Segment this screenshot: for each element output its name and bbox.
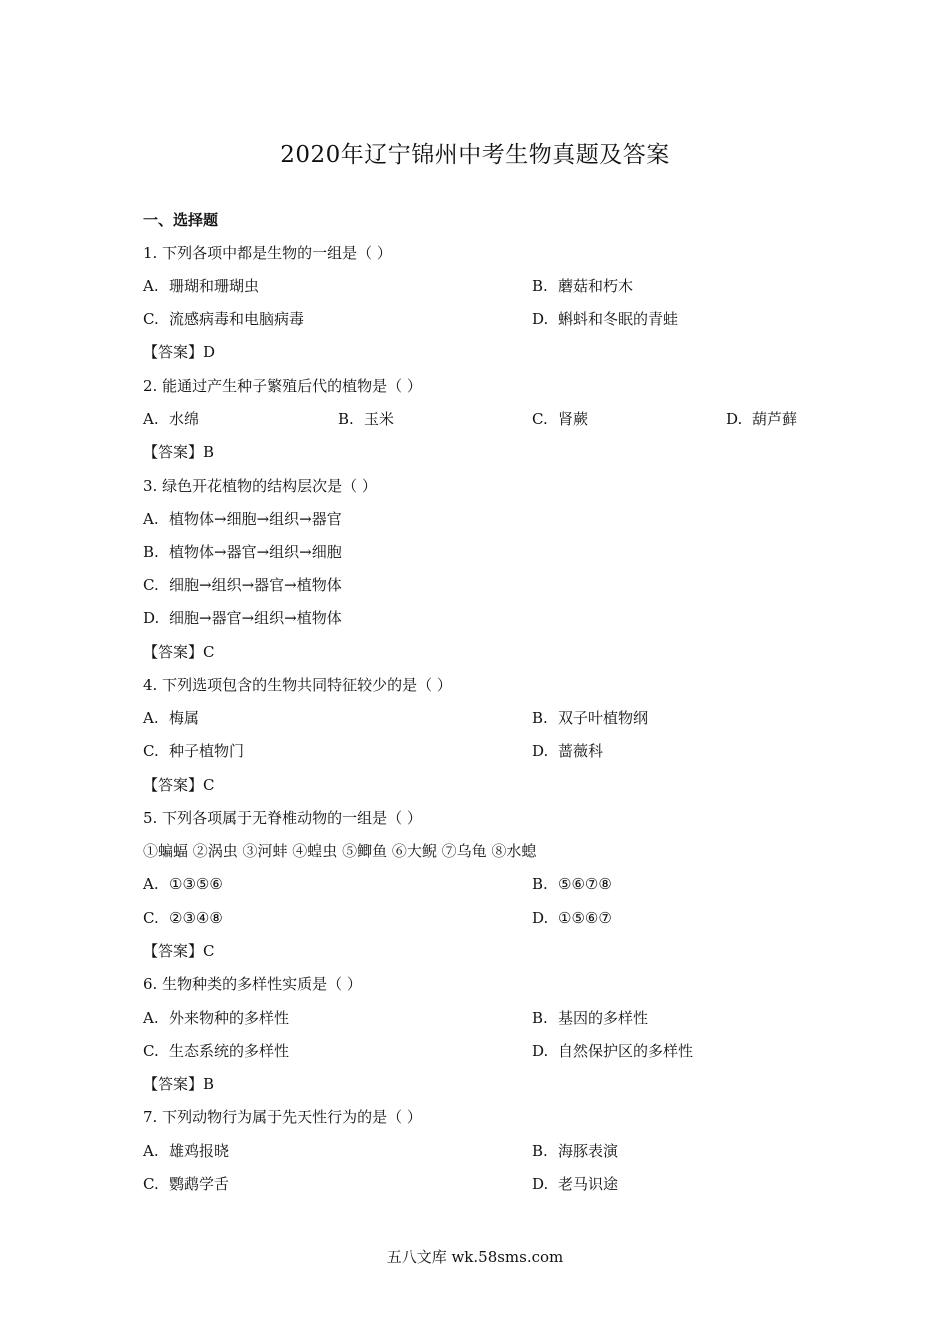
option-text: 珊瑚和珊瑚虫 (169, 277, 260, 295)
question-3-option-d (143, 608, 342, 628)
option-text: 双子叶植物纲 (558, 709, 649, 727)
option-letter: A. (143, 410, 159, 428)
question-6-option-d (532, 1041, 693, 1061)
question-3-option-a (143, 509, 342, 529)
option-text: 玉米 (364, 410, 395, 428)
option-text: ②③④⑧ (169, 909, 223, 927)
option-text: 海豚表演 (558, 1142, 619, 1160)
option-letter: A. (143, 875, 159, 893)
option-text: ①③⑤⑥ (169, 875, 223, 893)
option-letter: B. (532, 709, 548, 727)
option-text: ⑤⑥⑦⑧ (558, 875, 612, 893)
question-1-option-d (532, 309, 678, 329)
option-letter: A. (143, 1009, 159, 1027)
option-letter: A. (143, 277, 159, 295)
option-text: 葫芦藓 (752, 410, 798, 428)
option-letter: B. (532, 1009, 548, 1027)
footer-watermark: 五八文库 wk.58sms.com (386, 1248, 564, 1266)
option-text: 老马识途 (558, 1175, 619, 1193)
option-letter: D. (532, 310, 549, 328)
option-letter: C. (143, 1175, 159, 1193)
option-text: 植物体→细胞→组织→器官 (169, 510, 342, 528)
question-4-option-d (532, 741, 603, 761)
question-6-answer: 【答案】B (143, 1075, 215, 1093)
option-letter: D. (726, 410, 743, 428)
option-letter: D. (532, 742, 549, 760)
option-letter: B. (532, 1142, 548, 1160)
question-4-answer: 【答案】C (143, 776, 215, 794)
option-text: 生态系统的多样性 (169, 1042, 290, 1060)
option-letter: D. (532, 1042, 549, 1060)
question-1-answer: 【答案】D (143, 343, 216, 361)
question-2-option-d (726, 409, 797, 429)
option-text: 细胞→器官→组织→植物体 (169, 609, 342, 627)
option-text: 流感病毒和电脑病毒 (169, 310, 305, 328)
question-3-stem: 3. 绿色开花植物的结构层次是（ ） (143, 477, 377, 495)
option-letter: D. (532, 909, 549, 927)
option-letter: C. (532, 410, 548, 428)
option-text: ①⑤⑥⑦ (558, 909, 612, 927)
option-text: 肾蕨 (558, 410, 589, 428)
option-letter: B. (532, 875, 548, 893)
question-3-answer: 【答案】C (143, 643, 215, 661)
question-7-option-d (532, 1174, 618, 1194)
option-letter: B. (338, 410, 354, 428)
question-4-option-b (532, 708, 648, 728)
question-1-option-c (143, 309, 304, 329)
option-letter: D. (532, 1175, 549, 1193)
question-5-option-a (143, 874, 223, 894)
question-1-stem: 1. 下列各项中都是生物的一组是（ ） (143, 244, 392, 262)
option-text: 基因的多样性 (558, 1009, 649, 1027)
question-4-option-c (143, 741, 244, 761)
question-5-stem: 5. 下列各项属于无脊椎动物的一组是（ ） (143, 809, 422, 827)
question-6-option-a (143, 1008, 289, 1028)
option-letter: C. (143, 310, 159, 328)
option-letter: A. (143, 1142, 159, 1160)
option-text: 蝌蚪和冬眠的青蛙 (558, 310, 679, 328)
question-2-stem: 2. 能通过产生种子繁殖后代的植物是（ ） (143, 377, 422, 395)
option-text: 梅属 (169, 709, 200, 727)
question-7-option-c (143, 1174, 229, 1194)
question-7-stem: 7. 下列动物行为属于先天性行为的是（ ） (143, 1108, 422, 1126)
option-text: 外来物种的多样性 (169, 1009, 290, 1027)
option-text: 水绵 (169, 410, 200, 428)
option-letter: D. (143, 609, 160, 627)
question-2-option-a (143, 409, 199, 429)
option-text: 鹦鹉学舌 (169, 1175, 230, 1193)
option-letter: A. (143, 510, 159, 528)
question-1-option-a (143, 276, 259, 296)
question-4-option-a (143, 708, 199, 728)
question-5-option-b (532, 874, 612, 894)
option-text: 种子植物门 (169, 742, 245, 760)
question-5-option-d (532, 908, 612, 928)
option-text: 蔷薇科 (558, 742, 604, 760)
option-text: 植物体→器官→组织→细胞 (169, 543, 342, 561)
question-5-items: ①蝙蝠 ②涡虫 ③河蚌 ④蝗虫 ⑤鲫鱼 ⑥大鲵 ⑦乌龟 ⑧水螅 (143, 842, 537, 860)
document-title: 2020年辽宁锦州中考生物真题及答案 (280, 142, 670, 168)
option-letter: B. (532, 277, 548, 295)
option-letter: C. (143, 742, 159, 760)
option-text: 蘑菇和朽木 (558, 277, 634, 295)
section-heading: 一、选择题 (143, 211, 219, 229)
question-1-option-b (532, 276, 633, 296)
option-letter: B. (143, 543, 159, 561)
option-text: 自然保护区的多样性 (558, 1042, 694, 1060)
question-3-option-c (143, 575, 342, 595)
option-text: 雄鸡报晓 (169, 1142, 230, 1160)
question-2-answer: 【答案】B (143, 443, 215, 461)
question-7-option-b (532, 1141, 618, 1161)
question-2-option-b (338, 409, 394, 429)
question-7-option-a (143, 1141, 229, 1161)
question-6-option-b (532, 1008, 648, 1028)
question-5-option-c (143, 908, 223, 928)
option-letter: C. (143, 909, 159, 927)
question-3-option-b (143, 542, 342, 562)
option-letter: C. (143, 576, 159, 594)
option-letter: A. (143, 709, 159, 727)
option-text: 细胞→组织→器官→植物体 (169, 576, 342, 594)
question-6-option-c (143, 1041, 289, 1061)
option-letter: C. (143, 1042, 159, 1060)
question-4-stem: 4. 下列选项包含的生物共同特征较少的是（ ） (143, 676, 452, 694)
question-6-stem: 6. 生物种类的多样性实质是（ ） (143, 975, 362, 993)
question-5-answer: 【答案】C (143, 942, 215, 960)
question-2-option-c (532, 409, 588, 429)
